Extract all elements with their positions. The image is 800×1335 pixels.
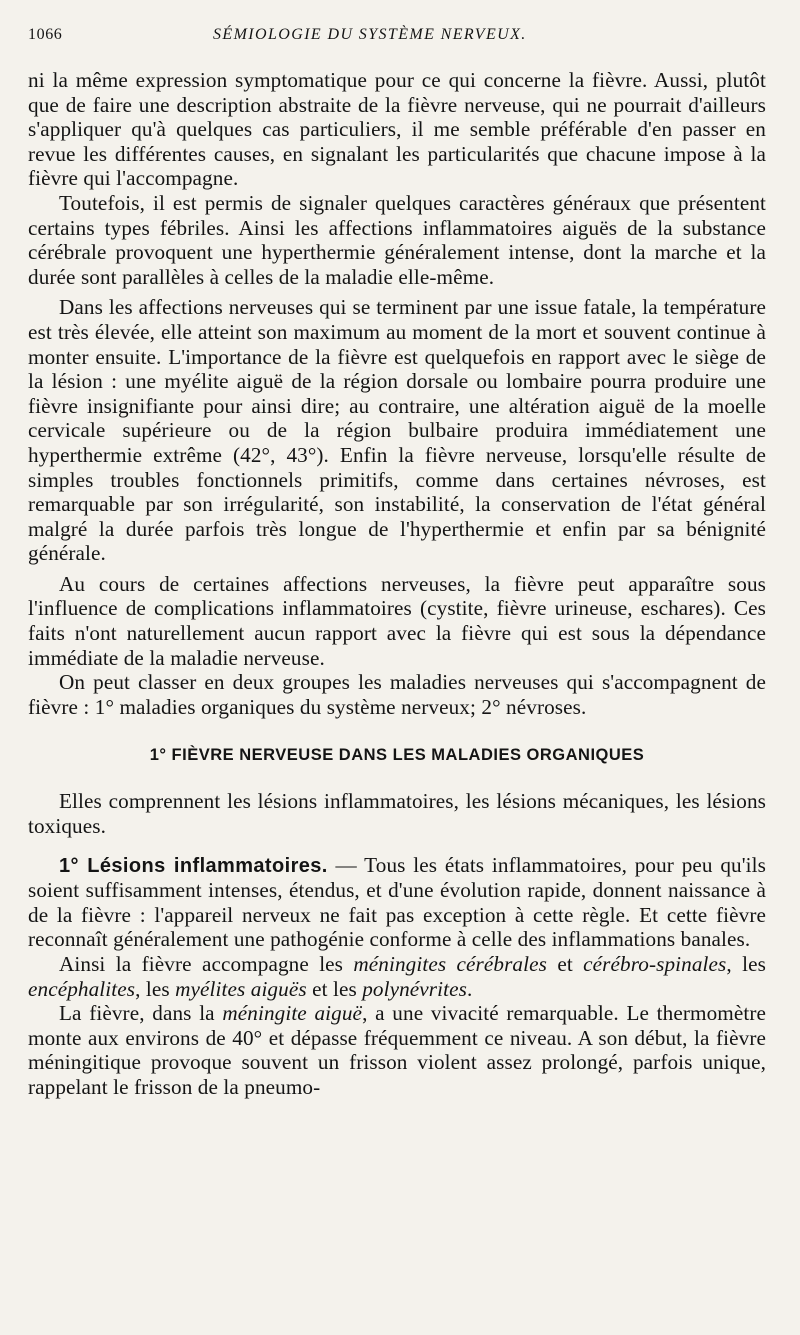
italic-term: polynévrites bbox=[362, 976, 467, 1001]
italic-term: encéphalites bbox=[28, 976, 136, 1001]
italic-term: méningite aiguë bbox=[222, 1001, 363, 1026]
text-run: et les bbox=[306, 976, 363, 1001]
text-run: , a une vivacité remarquable. Le thermomètre monte aux environs de 40° et dépasse fréquemment ce niveau. A son début, la fièvre méningitique provoque souvent un frisson violent assez prolongé, parfois unique, rappelant le frisson de la pneumo- bbox=[28, 1001, 767, 1099]
running-head bbox=[28, 26, 766, 60]
paragraph-7 bbox=[28, 853, 766, 952]
paragraph-8 bbox=[28, 952, 766, 1001]
paragraph-9 bbox=[28, 1001, 766, 1099]
paragraph-2: Toutefois, il est permis de signaler quelques caractères généraux que présentent certains types fébriles. Ainsi les affections inflammatoires aiguës de la substance cérébrale provoquent une hyperthermie généralement intense, dont la marche et la durée sont parallèles à celles de la maladie elle-même. bbox=[28, 190, 766, 289]
italic-term: cérébro-spinales bbox=[583, 952, 727, 976]
text-run: et bbox=[546, 952, 584, 976]
paragraph-6: Elles comprennent les lésions inflammatoires, les lésions mécaniques, les lésions toxiques. bbox=[28, 789, 766, 839]
italic-term: méningites cérébrales bbox=[353, 952, 547, 976]
run-in-heading: 1° Lésions inflammatoires. bbox=[59, 854, 328, 877]
paragraph-1: ni la même expression symptomatique pour ce qui concerne la fièvre. Aussi, plutôt que de faire une description abstraite de la fièvre nerveuse, qui ne pourrait d'ailleurs s'appliquer qu'à quelques cas particuliers, il me semble préférable d'en passer en revue les différentes causes, en signalant les particularités que chacune impose à la fièvre qui l'accompagne. bbox=[28, 68, 766, 191]
paragraph-3: Dans les affections nerveuses qui se terminent par une issue fatale, la température est très élevée, elle atteint son maximum au moment de la mort et souvent continue à monter ensuite. L'importance de la fièvre est quelquefois en rapport avec le siège de la lésion : une myélite aiguë de la région dorsale ou lombaire pourra produire une fièvre insignifiante pour ainsi dire; au contraire, une altération aiguë de la moelle cervicale supérieure ou de la région bulbaire produira immédiatement une hyperthermie extrême (42°, 43°). Enfin la fièvre nerveuse, lorsqu'elle résulte de simples troubles fonctionnels primitifs, comme dans certaines névroses, est remarquable par son irrégularité, son instabilité, la conservation de l'état général malgré la durée parfois très longue de l'hyperthermie et enfin par sa bénignité générale. bbox=[28, 295, 766, 566]
text-run: La fièvre, dans la bbox=[59, 1001, 223, 1026]
italic-term: myélites aiguës bbox=[175, 976, 307, 1001]
page-number: 1066 bbox=[28, 26, 63, 43]
running-title: SÉMIOLOGIE DU SYSTÈME NERVEUX. bbox=[213, 26, 527, 43]
text-run: , les bbox=[135, 976, 176, 1001]
text-run: Ainsi la fièvre accompagne les bbox=[59, 952, 354, 976]
paragraph-5: On peut classer en deux groupes les maladies nerveuses qui s'accompagnent de fièvre : 1° maladies organiques du système nerveux; 2° névroses. bbox=[28, 670, 766, 719]
paragraph-4: Au cours de certaines affections nerveuses, la fièvre peut apparaître sous l'influence de complications inflammatoires (cystite, fièvre urineuse, eschares). Ces faits n'ont naturellement aucun rapport avec la fièvre qui est sous la dépendance immédiate de la maladie nerveuse. bbox=[28, 571, 766, 670]
text-run: . bbox=[466, 976, 473, 1001]
paragraph-7-text: — Tous les états inflammatoires, pour peu qu'ils soient suffisamment intenses, étendus, et d'une évolution rapide, donnent naissance à de la fièvre : l'appareil nerveux ne fait pas exception à cette règle. Et cette fièvre reconnaît généralement une pathogénie conforme à celle des inflammations banales. bbox=[28, 852, 766, 952]
text-run: , les bbox=[726, 952, 766, 976]
section-heading: 1° FIÈVRE NERVEUSE DANS LES MALADIES ORGANIQUES bbox=[149, 746, 645, 765]
